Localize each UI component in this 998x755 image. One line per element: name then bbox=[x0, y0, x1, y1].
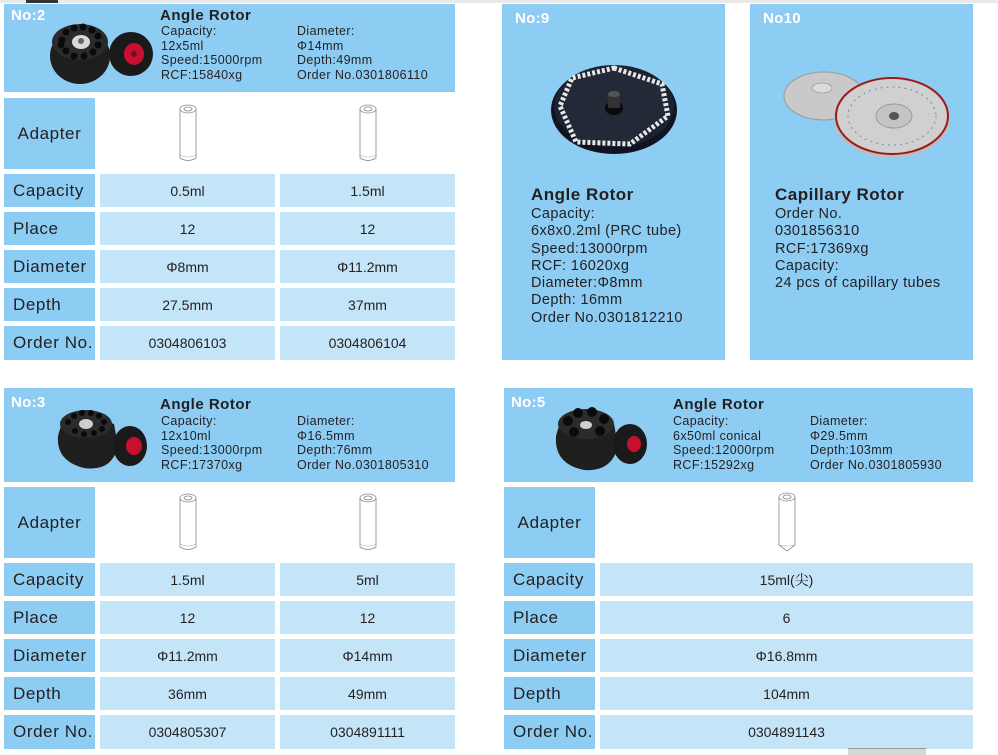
spec-line: Order No. bbox=[775, 206, 843, 222]
cell-order-no: 0304891111 bbox=[280, 715, 455, 749]
cell-capacity: 5ml bbox=[280, 563, 455, 596]
rotor-6-hole-icon bbox=[552, 406, 647, 476]
rotor-badge: No10 bbox=[763, 10, 801, 27]
tube-adapter-icon bbox=[357, 103, 379, 165]
spec-line: 12x10ml bbox=[161, 428, 212, 443]
spec-line: 6x8x0.2ml (PRC tube) bbox=[531, 223, 682, 240]
rotor-no9-panel bbox=[502, 4, 725, 360]
rotor-specs-right bbox=[297, 414, 429, 472]
row-label-capacity: Capacity bbox=[504, 563, 595, 596]
spec-line: Depth:49mm bbox=[297, 53, 373, 67]
cell-place: 12 bbox=[100, 601, 275, 634]
adapter-image-cell bbox=[280, 487, 455, 558]
rotor-specs bbox=[531, 206, 683, 327]
cell-place: 12 bbox=[100, 212, 275, 245]
row-label-order-no: Order No. bbox=[4, 326, 95, 360]
row-label-depth: Depth bbox=[4, 288, 95, 321]
rotor-no5-header bbox=[504, 388, 973, 482]
rotor-title: Angle Rotor bbox=[160, 396, 252, 413]
partial-toolbar-fragment bbox=[848, 748, 926, 755]
spec-line: Φ16.5mm bbox=[297, 428, 355, 443]
spec-line: Speed:13000rpm bbox=[161, 443, 263, 457]
conical-tube-adapter-icon bbox=[776, 492, 798, 554]
rotor-specs-left bbox=[161, 414, 263, 472]
cell-order-no: 0304805307 bbox=[100, 715, 275, 749]
rotor-12-hole-icon bbox=[54, 406, 149, 474]
rotor-title: Angle Rotor bbox=[673, 396, 765, 413]
tube-adapter-icon bbox=[177, 492, 199, 554]
spec-line: 0301856310 bbox=[775, 223, 860, 240]
spec-line: RCF:15840xg bbox=[161, 67, 243, 82]
cell-order-no: 0304891143 bbox=[600, 715, 973, 749]
row-label-diameter: Diameter bbox=[4, 639, 95, 672]
row-label-capacity: Capacity bbox=[4, 174, 95, 207]
row-label-diameter: Diameter bbox=[504, 639, 595, 672]
spec-line: RCF:17370xg bbox=[161, 457, 243, 472]
cell-place: 12 bbox=[280, 212, 455, 245]
spec-line: Order No.0301805310 bbox=[297, 457, 429, 472]
row-label-adapter: Adapter bbox=[4, 487, 95, 558]
cell-depth: 104mm bbox=[600, 677, 973, 710]
top-edge-bar bbox=[0, 0, 998, 3]
rotor-badge: No:5 bbox=[511, 394, 546, 411]
adapter-image-cell bbox=[100, 98, 275, 169]
pcr-strip-rotor-icon bbox=[550, 56, 678, 156]
cell-diameter: Φ14mm bbox=[280, 639, 455, 672]
cell-order-no: 0304806104 bbox=[280, 326, 455, 360]
spec-line: Diameter: bbox=[297, 414, 355, 428]
cell-depth: 49mm bbox=[280, 677, 455, 710]
spec-line: Diameter: bbox=[810, 414, 868, 428]
row-label-place: Place bbox=[504, 601, 595, 634]
rotor-title: Capillary Rotor bbox=[775, 185, 905, 204]
row-label-adapter: Adapter bbox=[4, 98, 95, 169]
row-label-order-no: Order No. bbox=[504, 715, 595, 749]
rotor-specs-left bbox=[161, 24, 263, 82]
spec-line: Order No.0301806110 bbox=[297, 67, 429, 82]
cell-depth: 27.5mm bbox=[100, 288, 275, 321]
cell-depth: 36mm bbox=[100, 677, 275, 710]
spec-line: Order No.0301812210 bbox=[531, 309, 683, 326]
spec-line: RCF:17369xg bbox=[775, 240, 869, 257]
cell-diameter: Φ8mm bbox=[100, 250, 275, 283]
rotor-specs bbox=[775, 206, 941, 292]
spec-line: Φ29.5mm bbox=[810, 428, 868, 443]
spec-line: Speed:12000rpm bbox=[673, 443, 775, 457]
capillary-rotor-icon bbox=[782, 62, 952, 162]
rotor-badge: No:3 bbox=[11, 394, 46, 411]
cell-capacity: 15ml(尖) bbox=[600, 563, 973, 596]
cell-place: 12 bbox=[280, 601, 455, 634]
tube-adapter-icon bbox=[357, 492, 379, 554]
cell-capacity: 0.5ml bbox=[100, 174, 275, 207]
row-label-capacity: Capacity bbox=[4, 563, 95, 596]
adapter-image-cell bbox=[600, 487, 973, 558]
row-label-order-no: Order No. bbox=[4, 715, 95, 749]
row-label-depth: Depth bbox=[4, 677, 95, 710]
spec-line: Capacity: bbox=[673, 414, 729, 428]
spec-line: 6x50ml conical bbox=[673, 428, 762, 443]
row-label-place: Place bbox=[4, 601, 95, 634]
rotor-title: Angle Rotor bbox=[531, 185, 634, 204]
rotor-badge: No:9 bbox=[515, 10, 550, 27]
spec-line: 12x5ml bbox=[161, 38, 204, 53]
row-label-place: Place bbox=[4, 212, 95, 245]
rotor-specs-left bbox=[673, 414, 775, 472]
spec-line: Speed:15000rpm bbox=[161, 53, 263, 67]
rotor-no10-panel bbox=[750, 4, 973, 360]
rotor-specs-right bbox=[810, 414, 942, 472]
spec-line: Capacity: bbox=[775, 257, 840, 274]
cell-depth: 37mm bbox=[280, 288, 455, 321]
spec-line: RCF: 16020xg bbox=[531, 257, 630, 274]
cell-capacity: 1.5ml bbox=[100, 563, 275, 596]
spec-line: Diameter:Φ8mm bbox=[531, 275, 643, 292]
spec-line: 24 pcs of capillary tubes bbox=[775, 275, 941, 292]
row-label-diameter: Diameter bbox=[4, 250, 95, 283]
tube-adapter-icon bbox=[177, 103, 199, 165]
rotor-no2-header bbox=[4, 4, 455, 92]
spec-line: Order No.0301805930 bbox=[810, 457, 942, 472]
rotor-no3-header bbox=[4, 388, 455, 482]
spec-line: Depth:76mm bbox=[297, 443, 373, 457]
adapter-image-cell bbox=[100, 487, 275, 558]
cell-diameter: Φ16.8mm bbox=[600, 639, 973, 672]
rotor-badge: No:2 bbox=[11, 7, 46, 24]
rotor-12-hole-icon bbox=[48, 14, 153, 86]
spec-line: Diameter: bbox=[297, 24, 355, 38]
cell-order-no: 0304806103 bbox=[100, 326, 275, 360]
adapter-image-cell bbox=[280, 98, 455, 169]
cell-diameter: Φ11.2mm bbox=[100, 639, 275, 672]
spec-line: Φ14mm bbox=[297, 38, 344, 53]
row-label-depth: Depth bbox=[504, 677, 595, 710]
row-label-adapter: Adapter bbox=[504, 487, 595, 558]
cell-diameter: Φ11.2mm bbox=[280, 250, 455, 283]
rotor-title: Angle Rotor bbox=[160, 7, 252, 24]
spec-line: RCF:15292xg bbox=[673, 457, 755, 472]
spec-line: Speed:13000rpm bbox=[531, 240, 648, 257]
rotor-specs-right bbox=[297, 24, 428, 82]
spec-line: Capacity: bbox=[161, 414, 217, 428]
spec-line: Depth:103mm bbox=[810, 443, 893, 457]
top-edge-tab bbox=[26, 0, 58, 3]
spec-line: Capacity: bbox=[161, 24, 217, 38]
cell-capacity: 1.5ml bbox=[280, 174, 455, 207]
spec-line: Depth: 16mm bbox=[531, 292, 623, 309]
spec-line: Capacity: bbox=[531, 206, 596, 222]
cell-place: 6 bbox=[600, 601, 973, 634]
